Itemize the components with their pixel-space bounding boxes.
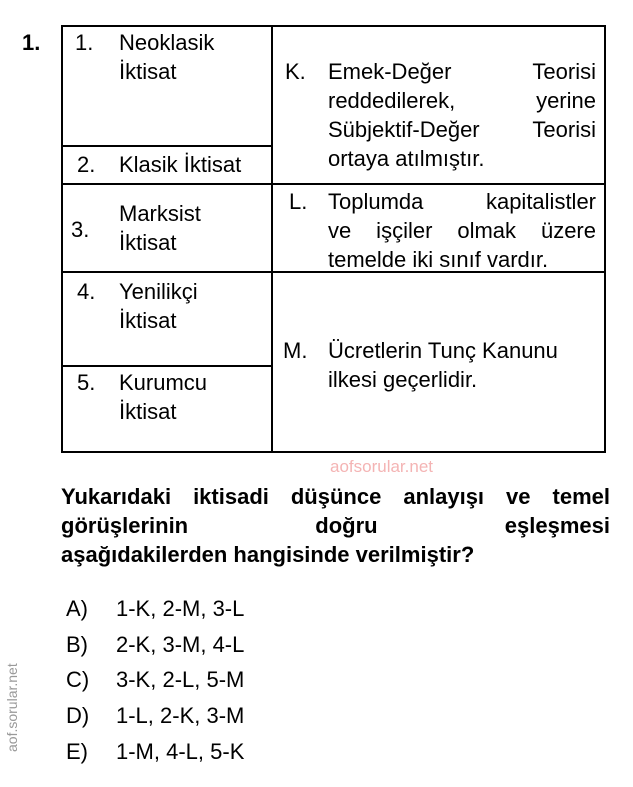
option-c[interactable]: C) 3-K, 2-L, 5-M bbox=[66, 667, 245, 692]
watermark: aofsorular.net bbox=[330, 457, 434, 476]
row-divider bbox=[63, 365, 271, 367]
matching-table: 1. Neoklasik İktisat 2. Klasik İktisat 3. Marksist İktisat 4. Yenilikçi İktisat 5. Kurumcu İktisat K. Emek-Değer Teorisi reddedilerek, yerine Sübjektif-Değer Teorisi ortaya atılmıştır. L. Toplumda kapitalistler ve işçiler olmak üzere temelde iki sınıf vardır. M. Ücretlerin Tunç Kanunu ilkesi geçerlidir. bbox=[61, 25, 606, 453]
row-divider bbox=[63, 183, 604, 185]
question-stem: Yukarıdaki iktisadi düşünce anlayışı ve temel görüşlerinin doğru eşleşmesi aşağıdakilerden hangisinde verilmiştir? bbox=[61, 484, 610, 567]
option-e[interactable]: E) 1-M, 4-L, 5-K bbox=[66, 739, 245, 764]
row-divider bbox=[63, 145, 271, 147]
column-divider bbox=[271, 27, 273, 451]
side-watermark: aof.sorular.net bbox=[4, 663, 20, 752]
option-d[interactable]: D) 1-L, 2-K, 3-M bbox=[66, 703, 245, 728]
option-a[interactable]: A) 1-K, 2-M, 3-L bbox=[66, 596, 245, 621]
question-number: 1. bbox=[22, 30, 41, 55]
option-b[interactable]: B) 2-K, 3-M, 4-L bbox=[66, 632, 245, 657]
